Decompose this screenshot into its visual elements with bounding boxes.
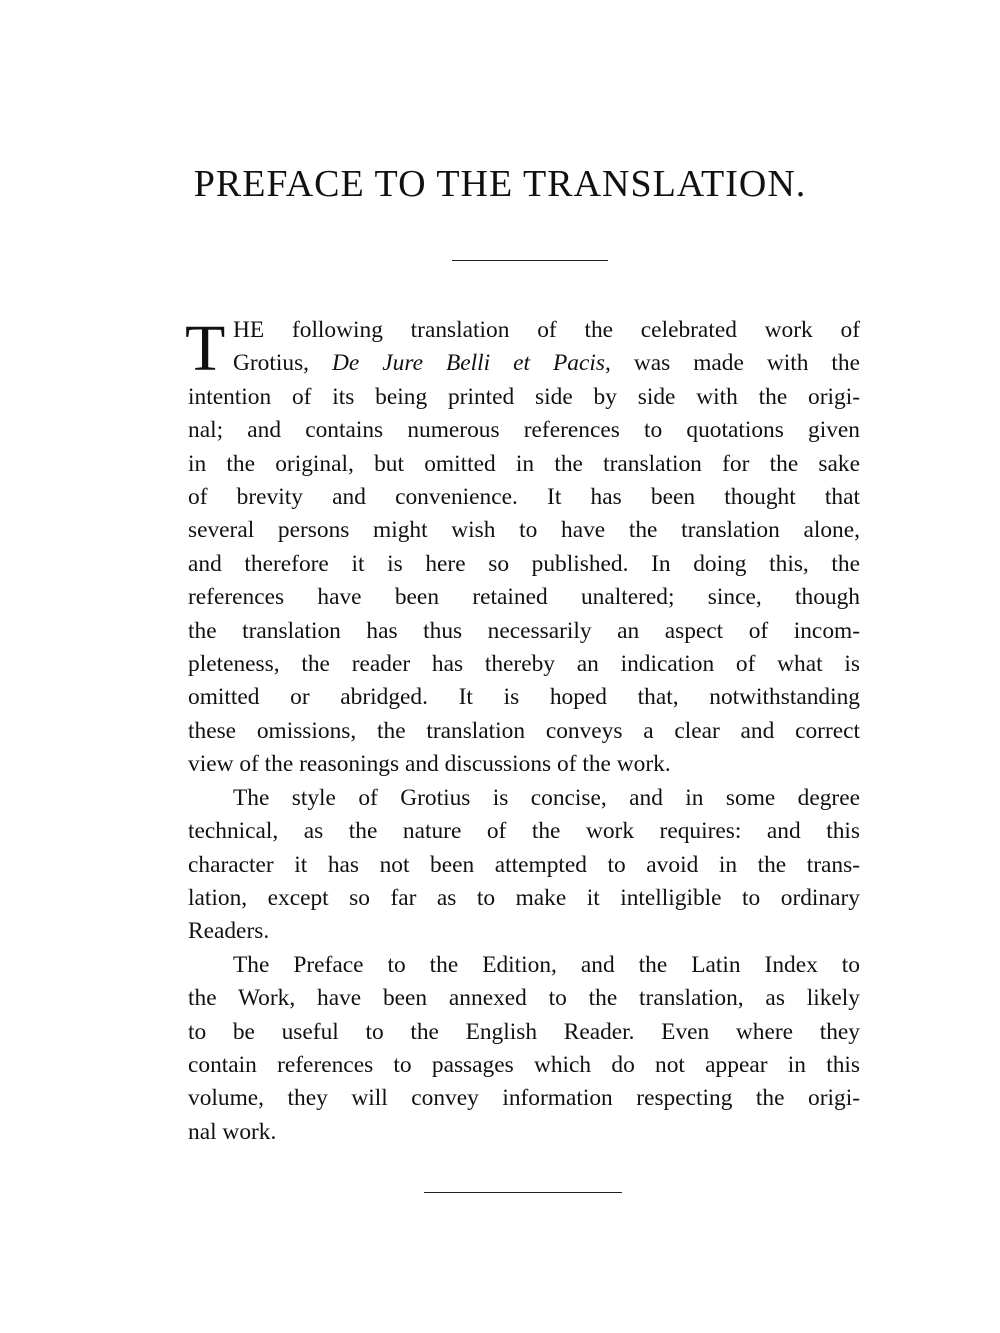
text-line: The style of Grotius is concise, and in some degree	[233, 784, 860, 811]
preface-body	[185, 312, 860, 1149]
text-line: nal work.	[188, 1118, 277, 1145]
text-line: technical, as the nature of the work requires: and this	[188, 818, 860, 845]
text-line: omitted or abridged. It is hoped that, notwithstanding	[188, 684, 860, 711]
text-segment: , was made with the	[604, 350, 860, 377]
text-line: intention of its being printed side by side with the origi-	[188, 383, 860, 410]
text-line: several persons might wish to have the translation alone,	[188, 517, 860, 544]
text-line: the translation has thus necessarily an aspect of incom-	[188, 617, 860, 644]
text-line: pleteness, the reader has thereby an indication of what is	[188, 651, 860, 678]
text-line: the Work, have been annexed to the translation, as likely	[188, 985, 860, 1012]
text-line: and therefore it is here so published. In doing this, the	[188, 550, 860, 577]
book-title: De Jure Belli et Pacis	[332, 350, 605, 377]
text-line: volume, they will convey information respecting the origi-	[188, 1085, 860, 1112]
top-divider	[452, 260, 608, 261]
text-line: Readers.	[188, 918, 270, 945]
text-line: character it has not been attempted to avoid in the trans-	[188, 851, 860, 878]
text-line: view of the reasonings and discussions of the work.	[188, 751, 671, 778]
text-line: of brevity and convenience. It has been thought that	[188, 484, 860, 511]
text-line: contain references to passages which do not appear in this	[188, 1051, 860, 1078]
page-title: PREFACE TO THE TRANSLATION.	[193, 163, 807, 205]
text-line	[188, 347, 860, 380]
text-line: The Preface to the Edition, and the Latin Index to	[233, 951, 860, 978]
paragraph-2	[188, 782, 860, 949]
paragraph-3	[188, 949, 860, 1149]
text-line: lation, except so far as to make it intelligible to ordinary	[188, 884, 860, 911]
text-line: references have been retained unaltered; since, though	[188, 584, 860, 611]
drop-cap: T	[185, 312, 226, 385]
text-line: to be useful to the English Reader. Even where they	[188, 1018, 860, 1045]
paragraph-1	[188, 314, 860, 782]
text-line: HE following translation of the celebrated work of	[233, 317, 860, 343]
text-line: nal; and contains numerous references to quotations given	[188, 417, 860, 444]
text-line: in the original, but omitted in the translation for the sake	[188, 450, 860, 477]
bottom-divider	[424, 1192, 622, 1193]
text-segment: Grotius,	[233, 350, 310, 377]
text-line: these omissions, the translation conveys a clear and correct	[188, 717, 860, 744]
